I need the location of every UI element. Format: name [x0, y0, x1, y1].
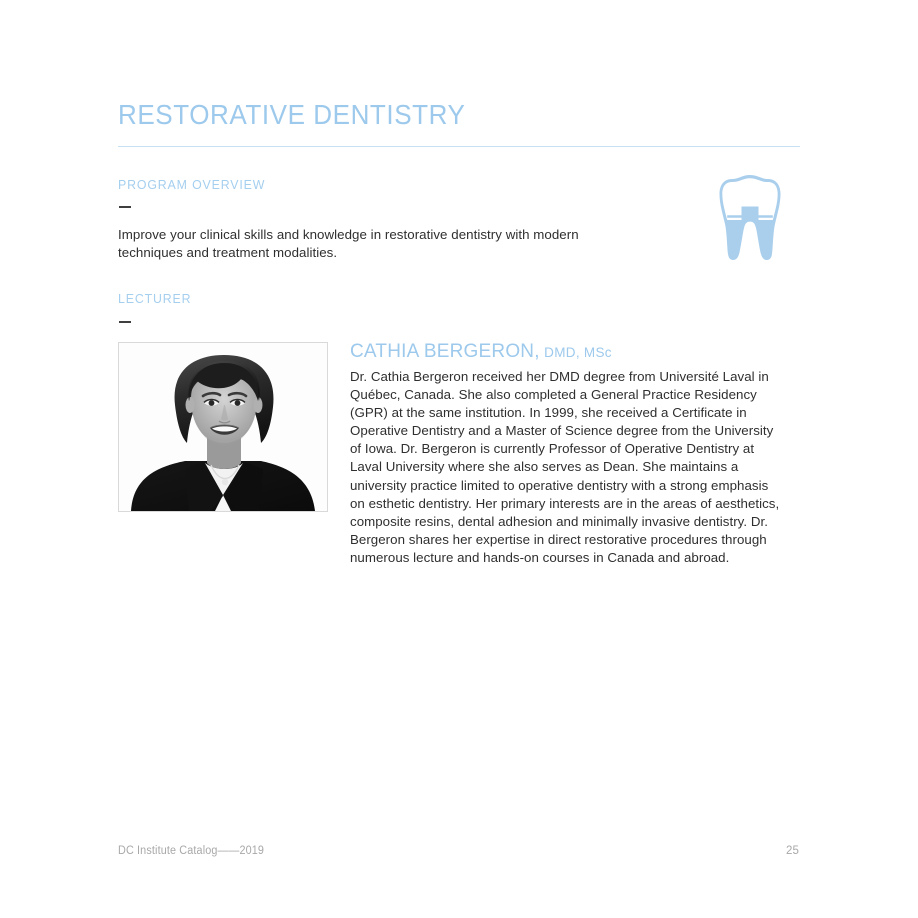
page-title: RESTORATIVE DENTISTRY [118, 99, 466, 130]
footer-page-number: 25 [786, 845, 800, 857]
lecturer-biography: Dr. Cathia Bergeron received her DMD degree from Université Laval in Québec, Canada. She also completed a General Practice Residency (GPR) at the same institution. In 1999, she received a Certificate in Operative Dentistry and a Master of Science degree from the University of Iowa. Dr. Bergeron is currently Professor of Operative Dentistry at Laval University where she also serves as Dean. She maintains a university practice limited to operative dentistry with a strong emphasis on esthetic dentistry. Her primary interests are in the areas of aesthetics, composite resins, dental adhesion and minimally invasive dentistry. Dr. Bergeron shares her expertise in direct restorative procedures through numerous lecture and hands-on courses in Canada and abroad. [350, 369, 780, 565]
program-overview-body: Improve your clinical skills and knowledge in restorative dentistry with modern techniques and treatment modalities. [118, 227, 579, 260]
lecturer-portrait-photo [118, 342, 328, 512]
lecturer-credentials: DMD, MSc [544, 345, 612, 360]
tooth-icon [718, 172, 782, 262]
lecturer-name: CATHIA BERGERON, [350, 341, 540, 362]
section-heading-program-overview: PROGRAM OVERVIEW [118, 177, 266, 192]
section-heading-lecturer: LECTURER [118, 291, 192, 306]
section-dash-program-overview [119, 206, 131, 208]
footer-catalog-label: DC Institute Catalog——2019 [118, 845, 265, 857]
lecturer-name-line [350, 341, 612, 363]
title-divider-rule [118, 146, 800, 147]
section-dash-lecturer [119, 321, 131, 323]
